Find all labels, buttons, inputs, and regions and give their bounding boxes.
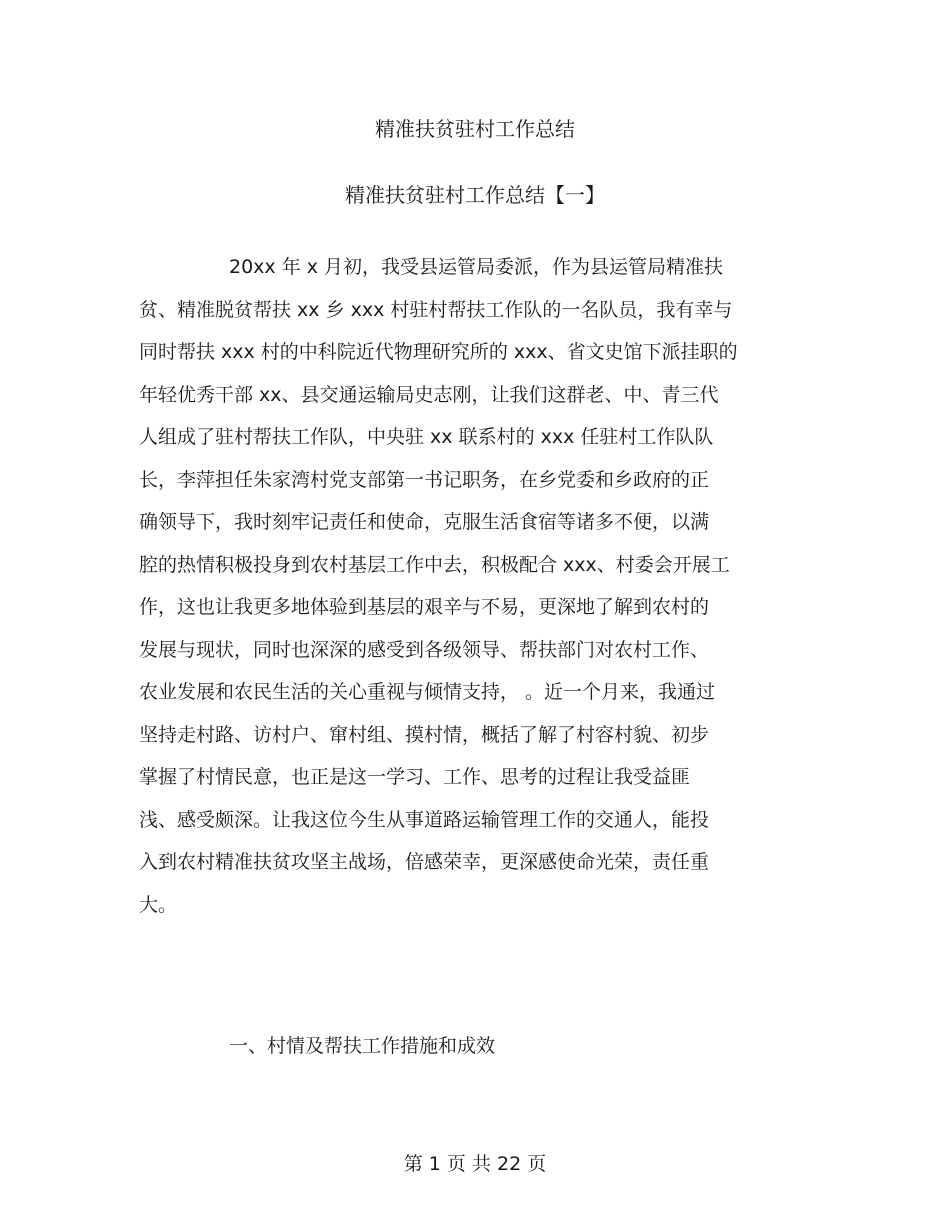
document-title: 精准扶贫驻村工作总结 bbox=[375, 117, 575, 141]
paragraph-line: 浅、感受颇深。让我这位今生从事道路运输管理工作的交通人，能投 bbox=[139, 808, 710, 831]
paragraph-line: 20xx 年 x 月初，我受县运管局委派，作为县运管局精准扶 bbox=[229, 256, 724, 278]
paragraph-line: 贫、精准脱贫帮扶 xx 乡 xxx 村驻村帮扶工作队的一名队员，我有幸与 bbox=[139, 298, 733, 321]
paragraph-line: 年轻优秀干部 xx、县交通运输局史志刚，让我们这群老、中、青三代 bbox=[139, 383, 719, 406]
paragraph-line: 入到农村精准扶贫攻坚主战场，倍感荣幸，更深感使命光荣，责任重 bbox=[139, 851, 710, 873]
paragraph-line: 农业发展和农民生活的关心重视与倾情支持， 。近一个月来，我通过 bbox=[139, 681, 716, 703]
paragraph-line: 坚持走村路、访村户、窜村组、摸村情，概括了解了村容村貌、初步 bbox=[139, 723, 710, 746]
page-number-footer: 第 1 页 共 22 页 bbox=[403, 1153, 547, 1175]
document-subtitle: 精准扶贫驻村工作总结【一】 bbox=[345, 183, 605, 207]
paragraph-line: 作，这也让我更多地体验到基层的艰辛与不易，更深地了解到农村的 bbox=[139, 596, 710, 618]
paragraph-line: 同时帮扶 xxx 村的中科院近代物理研究所的 xxx、省文史馆下派挂职的 bbox=[139, 341, 738, 363]
paragraph-line: 人组成了驻村帮扶工作队，中央驻 xx 联系村的 xxx 任驻村工作队队 bbox=[139, 426, 714, 448]
paragraph-line: 掌握了村情民意，也正是这一学习、工作、思考的过程让我受益匪 bbox=[139, 766, 691, 788]
paragraph-line: 腔的热情积极投身到农村基层工作中去，积极配合 xxx、村委会开展工 bbox=[139, 553, 730, 576]
paragraph-line: 确领导下，我时刻牢记责任和使命，克服生活食宿等诸多不便，以满 bbox=[139, 511, 710, 533]
body-paragraph bbox=[139, 252, 819, 932]
paragraph-line: 长，李萍担任朱家湾村党支部第一书记职务，在乡党委和乡政府的正 bbox=[139, 468, 710, 491]
section-heading: 一、村情及帮扶工作措施和成效 bbox=[229, 1035, 496, 1057]
paragraph-line: 发展与现状，同时也深深的感受到各级领导、帮扶部门对农村工作、 bbox=[139, 638, 710, 661]
paragraph-line: 大。 bbox=[139, 893, 178, 916]
